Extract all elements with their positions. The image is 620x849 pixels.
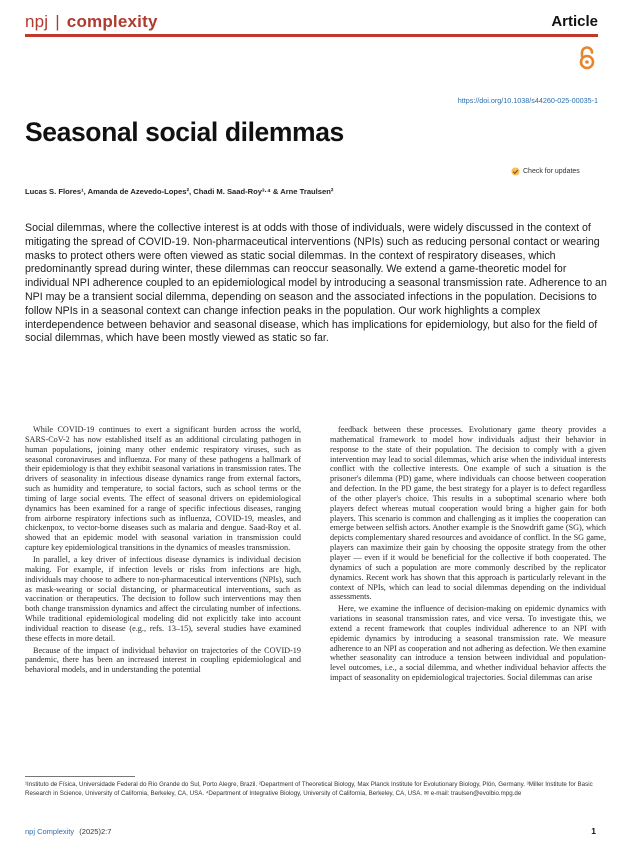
affiliations-footnote: ¹Instituto de Física, Universidade Federal do Rio Grande do Sul, Porto Alegre, Brazil. ²Department of Theoretical Biology, Max Planck Institute for Evolutionary Biology, Plön, Germany. ³Miller Institute for Basic Research in Science, University of California, Berkeley, CA, USA. ⁴Department of Integrative Biology, University of California, Berkeley, CA, USA. ✉ e-mail: traulsen@evolbio.mpg.de [25,781,593,797]
journal-masthead[interactable] [25,12,158,32]
journal-npj: npj [25,12,49,31]
footer-volume: (2025)2:7 [79,827,112,836]
check-updates-icon [511,167,520,176]
body-paragraph: In parallel, a key driver of infectious disease dynamics is individual decision making. For example, if infection levels or risks from infections are high, individuals may choose to adhere to non-pharmaceutical interventions (NPIs), such as mask-wearing or social distancing, or pharmaceutical interventions, such as vaccination or therapeutics. The decision to follow such interventions may then both change transmission dynamics and affect the circulating number of infections. While traditional epidemiological modeling did not explicitly take into account individual reaction to disease (e.g., refs. 13–15), several studies have examined these effects in more detail. [25,554,301,643]
footer-citation[interactable] [25,827,111,836]
journal-separator: | [55,12,60,31]
header-rule [25,34,598,37]
body-paragraph: feedback between these processes. Evolutionary game theory provides a mathematical framework to model how individuals adjust their behavior in response to the state of their population. The decision to comply with a given intervention may lead to social dilemmas, which arise when the individual interests conflict with the collective interests. One example of such a situation is the prisoner's dilemma (PD) game, where individuals can choose between cooperation and defection. In the PD game, the best strategy for a player is to defect regardless of the other player's choice. This results in a suboptimal scenario where both players defect whereas mutual cooperation would bring a higher gain for both players. This scenario is common and challenging as it implies the cooperation can emerge between selfish actors. Another example is the Snowdrift game (SG), which depicts complementary shared resources and avoidance of conflict. In the SG game, players can maximize their gain by choosing the opposite strategy from the other player — even if it would be beneficial for the collective if both cooperated. The dynamics of such a population are more commonly described by the replicator dynamics. Recent work has shown that this approach is particularly relevant in the context of NPIs, which can lead to social dilemmas depending on the individual assessments. [330,425,606,602]
body-column-right [330,425,606,770]
doi-link[interactable]: https://doi.org/10.1038/s44260-025-00035-1 [457,96,598,105]
page-number: 1 [591,826,596,836]
footer-journal-name: npj Complexity [25,827,75,836]
body-paragraph: While COVID-19 continues to exert a significant burden across the world, SARS-CoV-2 has now established itself as an additional circulating pathogen in human populations, joining many other endemic respiratory viruses, such as seasonal coronaviruses and influenza. For many of these pathogens a hallmark of their epidemiology is that they exhibit seasonal variations in transmission rates. The drivers of seasonality in infectious disease dynamics range from external factors, such as humidity and temperature, to social factors, such as school terms or the timing of large social events. The effect of seasonal drivers on epidemiological dynamics has been examined for a range of specific infectious diseases, ranging from airborne respiratory infections such as influenza, COVID-19, measles, and chickenpox, to vector-borne diseases such as malaria and dengue. Saad-Roy et al. showed that an epidemic model with seasonal variation in transmission could capture key epidemiological transitions in the dynamics of measles transmission. [25,425,301,553]
body-paragraph: Here, we examine the influence of decision-making on epidemic dynamics with variations in seasonal transmission rates, and vice versa. To investigate this, we extend a recent framework that couples individual adherence to an NPI with epidemic dynamics by introducing a seasonal transmission rate. We measure adherence to an NPI as cooperation and not adhering as defection. We then examine whether seasonality can introduce a tension between individual and population-level outcomes, i.e., a social dilemma, and whether individual behavior affects the impact of seasonality on epidemiological trajectories. Social dilemmas can arise [330,604,606,683]
body-column-left [25,425,301,770]
article-type-label: Article [551,13,598,30]
check-updates-button[interactable] [511,167,580,176]
article-title: Seasonal social dilemmas [25,117,344,147]
check-updates-label: Check for updates [523,168,580,175]
body-paragraph: Because of the impact of individual behavior on trajectories of the COVID-19 pandemic, there has been an increased interest in coupling epidemiological and behavioral models, and in understanding the potential [25,645,301,675]
journal-name: complexity [66,12,158,31]
open-access-lock-icon[interactable] [578,46,596,70]
abstract: Social dilemmas, where the collective interest is at odds with those of individuals, were widely discussed in the context of mitigating the spread of COVID-19. Non-pharmaceutical interventions (NPIs) such as reducing personal contact or wearing masks to protect others were often viewed as static social dilemmas. In the context of respiratory diseases, which predominantly spread during winter, these dilemmas can reoccur seasonally. We extend a game-theoretic model for individual NPI adherence coupled to an epidemiological model by introducing a seasonal transmission rate. Adherence to an NPI may be a transient social dilemma, depending on season and the associated infections in the population. Decisions to follow NPIs in a seasonal context can change infection peaks in the population. Our work highlights a complex interdependence between behavior and seasonal disease, which has implications for epidemiology, but also for the field of social dilemmas, which have been mostly viewed as static so far. [25,222,607,345]
footnote-rule [25,776,135,777]
author-list[interactable]: Lucas S. Flores¹, Amanda de Azevedo-Lopes², Chadi M. Saad-Roy³·⁴ & Arne Traulsen² [25,187,334,196]
